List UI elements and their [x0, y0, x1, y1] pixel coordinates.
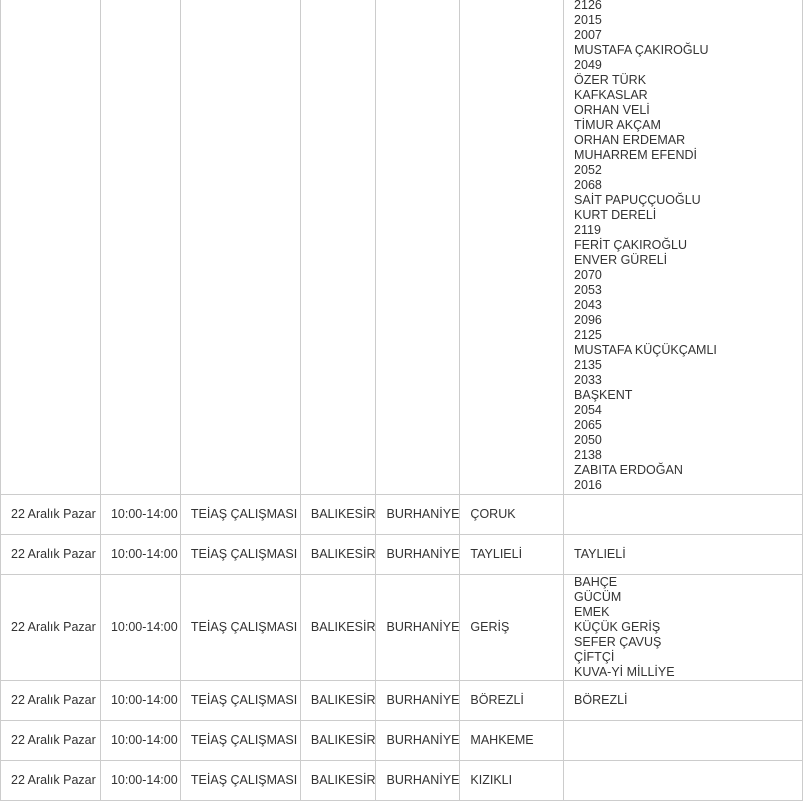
table-row: [1, 535, 803, 575]
street-name: 2065: [574, 418, 602, 432]
street-name: 2033: [574, 373, 602, 387]
streets-cell: [564, 575, 803, 681]
street-name: MUHARREM EFENDİ: [574, 148, 697, 162]
street-name: 2016: [574, 478, 602, 492]
street-name: 2096: [574, 313, 602, 327]
street-name: SAİT PAPUÇÇUOĞLU: [574, 193, 701, 207]
street-name: 2119: [574, 223, 601, 237]
street-name: TİMUR AKÇAM: [574, 118, 661, 132]
table-row: [1, 495, 803, 535]
district-cell: BURHANİYE: [376, 535, 460, 575]
province-cell: BALIKESİR: [300, 681, 376, 721]
street-name: ORHAN ERDEMAR: [574, 133, 686, 147]
street-name: KÜÇÜK GERİŞ: [574, 620, 661, 634]
district-cell: BURHANİYE: [376, 721, 460, 761]
table-row: [1, 721, 803, 761]
neighborhood-cell: ÇORUK: [460, 495, 564, 535]
table-row: [1, 681, 803, 721]
time-cell: [100, 0, 180, 495]
neighborhood-cell: [460, 0, 564, 495]
street-name: BÖREZLİ: [574, 693, 628, 707]
province-cell: BALIKESİR: [300, 721, 376, 761]
street-name: 2070: [574, 268, 602, 282]
neighborhood-cell: GERİŞ: [460, 575, 564, 681]
time-cell: 10:00-14:00: [100, 575, 180, 681]
street-name: KAFKASLAR: [574, 88, 648, 102]
province-cell: BALIKESİR: [300, 495, 376, 535]
reason-cell: TEİAŞ ÇALIŞMASI: [180, 761, 300, 801]
date-cell: 22 Aralık Pazar: [1, 575, 101, 681]
district-cell: BURHANİYE: [376, 681, 460, 721]
street-name: 2054: [574, 403, 602, 417]
neighborhood-cell: KIZIKLI: [460, 761, 564, 801]
street-name: ÇİFTÇİ: [574, 650, 615, 664]
table-row: [1, 575, 803, 681]
date-cell: 22 Aralık Pazar: [1, 495, 101, 535]
province-cell: BALIKESİR: [300, 535, 376, 575]
reason-cell: TEİAŞ ÇALIŞMASI: [180, 535, 300, 575]
street-name: 2125: [574, 328, 602, 342]
street-name: ENVER GÜRELİ: [574, 253, 668, 267]
reason-cell: TEİAŞ ÇALIŞMASI: [180, 575, 300, 681]
reason-cell: TEİAŞ ÇALIŞMASI: [180, 681, 300, 721]
street-name: 2052: [574, 163, 602, 177]
street-name: ZABITA ERDOĞAN: [574, 463, 683, 477]
street-name: 2138: [574, 448, 602, 462]
street-name: TAYLIELİ: [574, 547, 626, 561]
street-name: 2068: [574, 178, 602, 192]
reason-cell: TEİAŞ ÇALIŞMASI: [180, 721, 300, 761]
date-cell: 22 Aralık Pazar: [1, 761, 101, 801]
time-cell: 10:00-14:00: [100, 721, 180, 761]
streets-cell: [564, 761, 803, 801]
street-name: BAŞKENT: [574, 388, 633, 402]
streets-cell: [564, 721, 803, 761]
date-cell: 22 Aralık Pazar: [1, 681, 101, 721]
province-cell: BALIKESİR: [300, 761, 376, 801]
street-name: SEFER ÇAVUŞ: [574, 635, 662, 649]
table-row: [1, 761, 803, 801]
streets-cell: [564, 495, 803, 535]
street-name: BAHÇE: [574, 575, 618, 589]
reason-cell: TEİAŞ ÇALIŞMASI: [180, 495, 300, 535]
district-cell: BURHANİYE: [376, 575, 460, 681]
streets-cell: [564, 681, 803, 721]
province-cell: BALIKESİR: [300, 575, 376, 681]
street-name: 2053: [574, 283, 602, 297]
table-body: [1, 0, 803, 801]
table-row-continued: [1, 0, 803, 495]
date-cell: [1, 0, 101, 495]
street-name: 2135: [574, 358, 602, 372]
date-cell: 22 Aralık Pazar: [1, 535, 101, 575]
time-cell: 10:00-14:00: [100, 681, 180, 721]
street-name: 2015: [574, 13, 602, 27]
time-cell: 10:00-14:00: [100, 535, 180, 575]
streets-cell: [564, 0, 803, 495]
street-name: GÜCÜM: [574, 590, 622, 604]
date-cell: 22 Aralık Pazar: [1, 721, 101, 761]
streets-cell: [564, 535, 803, 575]
neighborhood-cell: BÖREZLİ: [460, 681, 564, 721]
district-cell: BURHANİYE: [376, 761, 460, 801]
reason-cell: [180, 0, 300, 495]
time-cell: 10:00-14:00: [100, 495, 180, 535]
street-name: FERİT ÇAKIROĞLU: [574, 238, 688, 252]
street-name: MUSTAFA KÜÇÜKÇAMLI: [574, 343, 717, 357]
province-cell: [300, 0, 376, 495]
street-name: EMEK: [574, 605, 610, 619]
street-name: 2126: [574, 0, 602, 12]
street-name: 2043: [574, 298, 602, 312]
neighborhood-cell: TAYLIELİ: [460, 535, 564, 575]
neighborhood-cell: MAHKEME: [460, 721, 564, 761]
street-name: ÖZER TÜRK: [574, 73, 647, 87]
street-name: KUVA-Yİ MİLLİYE: [574, 665, 675, 679]
street-name: ORHAN VELİ: [574, 103, 650, 117]
street-name: 2049: [574, 58, 602, 72]
time-cell: 10:00-14:00: [100, 761, 180, 801]
street-name: KURT DERELİ: [574, 208, 657, 222]
street-name: 2007: [574, 28, 602, 42]
district-cell: BURHANİYE: [376, 495, 460, 535]
street-name: MUSTAFA ÇAKIROĞLU: [574, 43, 709, 57]
district-cell: [376, 0, 460, 495]
street-name: 2050: [574, 433, 602, 447]
